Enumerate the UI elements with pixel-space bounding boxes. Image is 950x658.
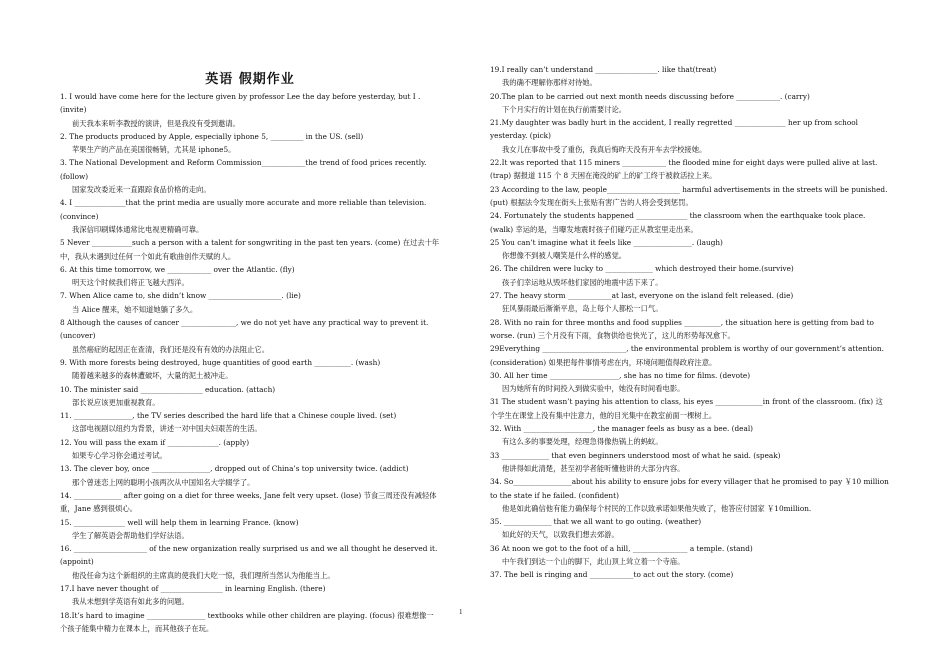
exercise-sentence: 10. The minister said _________________ education. (attach) <box>60 384 276 394</box>
exercise-sentence: 13. The clever boy, once ________________, dropped out of China’s top university twice. (addict) <box>60 464 409 474</box>
exercise-translation: 国家发改委近来一直跟踪食品价格的走向。 <box>72 185 211 195</box>
exercise-translation: 他没任命为这个新组织的主席真的使我们大吃一惊，我们理所当然认为他能当上。 <box>72 570 335 580</box>
exercise-translation: 狂风暴雨最后渐渐平息，岛上每个人都松一口气。 <box>502 304 663 314</box>
exercise-translation: 明天这个时候我们将正飞越大西洋。 <box>72 278 189 288</box>
exercise-item <box>60 436 440 463</box>
exercise-sentence: 21.My daughter was badly hurt in the accident, I really regretted ______________ her up from school yesterday. (pick) <box>490 118 858 141</box>
exercise-sentence: 26. The children were lucky to _____________ which destroyed their home.(survive) <box>490 264 794 274</box>
exercise-sentence: 11. ________________, the TV series described the hard life that a Chinese couple lived. (set) <box>60 411 397 421</box>
exercise-sentence: 6. At this time tomorrow, we ____________ over the Atlantic. (fly) <box>60 264 295 274</box>
exercise-item <box>490 369 890 396</box>
exercise-item <box>490 449 890 476</box>
exercise-item <box>490 63 890 90</box>
exercise-item <box>60 316 440 356</box>
exercise-translation: 前天我本来听李教授的演讲，但是我没有受到邀请。 <box>72 118 240 128</box>
exercise-item <box>60 236 440 263</box>
exercise-sentence: 3. The National Development and Reform Commission____________the trend of food prices recently. (follow) <box>60 158 427 181</box>
exercise-item <box>490 236 890 263</box>
exercise-sentence: 31 The student wasn’t paying his attention to class, his eyes _____________in front of the classroom. (fix) 这个学生在课堂上没有集中注意力，他的目光集中在教室前面一棵树上。 <box>490 397 883 420</box>
exercise-item <box>60 542 440 582</box>
exercise-sentence: 29Everything _______________________, the environmental problem is worthy of our government’s attention. (consideration) 如果把每件事情考虑在内，环境问题值得政府注意。 <box>490 344 884 367</box>
exercise-sentence: 16. ____________________ of the new organization really surprised us and we all thought he deserved it. (appoint) <box>60 544 438 567</box>
exercise-sentence: 15. ______________ well will help them in learning France. (know) <box>60 517 299 527</box>
exercise-translation: 虽然癌症的起因正在查清，我们还是没有有效的办法阻止它。 <box>72 344 270 354</box>
exercise-item <box>490 568 890 581</box>
exercise-item <box>490 475 890 515</box>
exercise-sentence: 30. All her time ___________________, she has no time for films. (devote) <box>490 370 751 380</box>
exercise-translation: 部长说应该更加重视教育。 <box>72 397 160 407</box>
exercise-sentence: 27. The heavy storm ____________at last, everyone on the island felt released. (die) <box>490 291 794 301</box>
exercise-item <box>490 116 890 156</box>
exercise-translation: 有这么多的事要处理，经理急得像热锅上的蚂蚁。 <box>502 437 663 447</box>
exercise-item <box>490 289 890 316</box>
exercise-translation: 我的确不理解你那样对待她。 <box>502 78 597 88</box>
exercise-item <box>490 209 890 236</box>
exercise-translation: 他讲得如此清楚，甚至初学者能听懂他讲的大部分内容。 <box>502 463 685 473</box>
exercise-translation: 学生了解英语会帮助他们学好法语。 <box>72 530 189 540</box>
exercise-translation: 那个曾迷恋上网的聪明小孩两次从中国知名大学辍学了。 <box>72 477 255 487</box>
exercise-translation: 你想像不到被人嘲笑是什么样的感觉。 <box>502 251 627 261</box>
exercise-translation: 我深信印刷媒体通常比电视更精确可靠。 <box>72 224 204 234</box>
exercise-sentence: 8 Although the causes of cancer _______________, we do not yet have any practical way to prevent it. (uncover) <box>60 318 429 341</box>
exercise-sentence: 5 Never ___________such a person with a talent for songwriting in the past ten years. (come) 在过去十年中，我从未遇到过任何一个如此有歌曲创作天赋的人。 <box>60 238 440 261</box>
exercise-item <box>60 356 440 383</box>
exercise-sentence: 19.I really can’t understand _________________. like that(treat) <box>490 65 717 74</box>
exercise-item <box>490 90 890 117</box>
exercise-sentence: 23 According to the law, people____________________ harmful advertisements in the streets will be punished. (put) 根据法令发现在街头上张贴有害广告的人将会受到惩罚。 <box>490 184 888 207</box>
exercise-translation: 我从未想到学英语有如此多的问题。 <box>72 597 189 607</box>
exercise-translation: 如果专心学习你会通过考试。 <box>72 451 167 461</box>
exercise-item <box>60 196 440 236</box>
exercise-item <box>60 90 440 130</box>
exercise-translation: 这部电视剧以纽约为背景，讲述一对中国夫妇艰苦的生活。 <box>72 424 262 434</box>
left-exercise-list <box>60 90 440 635</box>
exercise-translation: 苹果生产的产品在美国很畅销，尤其是 iphone5。 <box>72 145 236 155</box>
exercise-sentence: 4. I ______________that the print media are usually more accurate and more reliable than television. (convince) <box>60 198 427 221</box>
exercise-item <box>60 130 440 157</box>
exercise-sentence: 20.The plan to be carried out next month needs discussing before ____________. (carry) <box>490 91 810 101</box>
exercise-sentence: 14. _____________ after going on a diet for three weeks, Jane felt very upset. (lose) 节食三周还没有减轻体重，Jane 感到很烦心。 <box>60 490 437 514</box>
exercise-translation: 当 Alice 醒来，她不知道她躺了多久。 <box>72 304 198 314</box>
exercise-item <box>60 609 440 636</box>
exercise-sentence: 32. With ___________________, the manager feels as busy as a bee. (deal) <box>490 424 754 434</box>
exercise-sentence: 37. The bell is ringing and ____________to act out the story. (come) <box>490 570 734 580</box>
exercise-item <box>490 316 890 343</box>
exercise-item <box>490 515 890 542</box>
exercise-item <box>60 516 440 543</box>
exercise-item <box>60 582 440 609</box>
exercise-sentence: 2. The products produced by Apple, especially iphone 5, _________ in the US. (sell) <box>60 131 364 141</box>
exercise-item <box>60 383 440 410</box>
exercise-sentence: 7. When Alice came to, she didn’t know ____________________. (lie) <box>60 291 301 301</box>
right-exercise-list <box>490 63 890 582</box>
exercise-sentence: 36 At noon we got to the foot of a hill, _______________ a temple. (stand) <box>490 543 753 553</box>
exercise-sentence: 12. You will pass the exam if ______________. (apply) <box>60 437 250 447</box>
exercise-item <box>60 263 440 290</box>
exercise-item <box>60 489 440 516</box>
exercise-sentence: 22.It was reported that 115 miners ____________ the flooded mine for eight days were pulled alive at last. (trap) 据报道 115 个 8 天困在淹没的矿上的矿工终于被救活拉上来。 <box>490 158 878 181</box>
exercise-sentence: 1. I would have come here for the lecture given by professor Lee the day before yesterday, but I . (invite) <box>60 92 421 115</box>
exercise-sentence: 34. So________________about his ability to ensure jobs for every villager that he promised to pay ￥10 million to the state if he failed. (confident) <box>490 477 889 500</box>
exercise-item <box>490 542 890 569</box>
exercise-item <box>60 409 440 436</box>
exercise-item <box>60 289 440 316</box>
exercise-sentence: 35. _____________ that we all want to go outing. (weather) <box>490 517 702 527</box>
exercise-translation: 中午我们到达一个山的脚下，此山顶上耸立着一个寺庙。 <box>502 556 685 566</box>
exercise-sentence: 25 You can’t imagine what it feels like ________________. (laugh) <box>490 237 723 247</box>
exercise-translation: 孩子们幸运地从毁坏他们家园的地震中活下来了。 <box>502 277 663 287</box>
exercise-item <box>490 342 890 369</box>
exercise-sentence: 9. With more forests being destroyed, huge quantities of good earth __________. (wash) <box>60 357 381 367</box>
exercise-sentence: 24. Fortunately the students happened ______________ the classroom when the earthquake took place. (walk) 幸运的是，当曝发地震时孩子们碰巧正从教室里走出来。 <box>490 211 866 234</box>
exercise-sentence: 17.I have never thought of _________________ in learning English. (there) <box>60 583 326 593</box>
exercise-translation: 如此好的天气，以致我们想去郊游。 <box>502 530 619 540</box>
exercise-item <box>60 462 440 489</box>
exercise-sentence: 28. With no rain for three months and food supplies __________, the situation here is getting from bad to worse. (run) 三个月没有下雨，食物供给也快光了，这儿的形势每况愈下。 <box>490 317 874 340</box>
exercise-translation: 下个月实行的计划在执行前需要讨论。 <box>502 104 627 114</box>
page-title: 英语 假期作业 <box>205 72 295 87</box>
exercise-item <box>490 262 890 289</box>
exercise-translation: 因为她所有的时间投入到做实验中，她没有时间看电影。 <box>502 384 685 394</box>
page-number: 1 <box>459 608 463 616</box>
exercise-item <box>490 183 890 210</box>
exercise-item <box>490 156 890 183</box>
exercise-sentence: 18.It’s hard to imagine ________________ textbooks while other children are playing. (focus) 很难想像一个孩子能集中精力在课本上，而其他孩子在玩。 <box>60 610 434 633</box>
exercise-translation: 随着越来越多的森林遭破坏，大量的泥土被冲走。 <box>72 371 233 381</box>
exercise-translation: 我女儿在事故中受了重伤，我真后悔昨天没有开车去学校接她。 <box>502 144 707 154</box>
exercise-sentence: 33 _____________ that even beginners understood most of what he said. (speak) <box>490 450 781 460</box>
exercise-translation: 他是如此确信他有能力确保每个村民的工作以致承诺如果他失败了，他答应付国家 ￥10million. <box>502 503 812 513</box>
exercise-item <box>60 156 440 196</box>
exercise-item <box>490 422 890 449</box>
exercise-item <box>490 395 890 422</box>
